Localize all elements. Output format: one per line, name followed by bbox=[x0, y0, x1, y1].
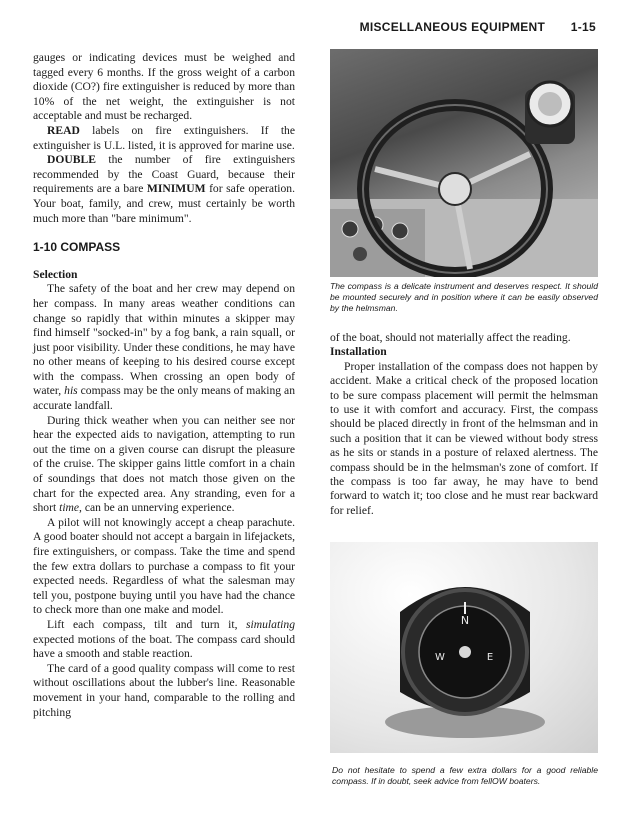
paragraph-read-labels-text: labels on fire extinguishers. If the extinguisher is U.L. listed, it is approved for marine use. bbox=[33, 123, 295, 152]
compass-card-icon bbox=[538, 92, 562, 116]
paragraph-double-end: for safe operation. Your boat, family, and crew, must certainly be worth much more than "bare minimum". bbox=[33, 182, 295, 225]
paragraph-double bbox=[33, 153, 295, 226]
gauge-icon bbox=[353, 247, 367, 261]
paragraph-lift-text: Lift each compass, tilt and turn it, bbox=[47, 617, 247, 631]
italic-simulating: simulating bbox=[246, 617, 295, 631]
helm-photo-drawing bbox=[330, 49, 598, 277]
paragraph-safety-end: compass may be the only means of making an accurate landfall. bbox=[33, 384, 295, 413]
paragraph-lift-end: expected motions of the boat. The compass card should have a smooth and stable reaction. bbox=[33, 632, 295, 661]
lead-word-read: READ bbox=[47, 123, 80, 137]
paragraph-safety-text: The safety of the boat and her crew may depend on her compass. In many areas weather conditions can change so rapidly that within minutes a skipper may find himself "socked-in" by a fog bank, a rain squall, or just poor visibility. Under these conditions, he may have no other means of keeping to his desired course except with the compass. When crossing an open body of water, bbox=[33, 282, 295, 398]
bold-minimum: MINIMUM bbox=[146, 182, 206, 196]
gauge-icon bbox=[342, 221, 358, 237]
paragraph-extinguisher-weight: gauges or indicating devices must be weighed and tagged every 6 months. If the gross weight of a carbon dioxide (CO?) fire extinguisher is reduced by more than 10% of the net weight, the extinguisher is not acceptable and must be recharged. bbox=[33, 51, 295, 123]
paragraph-read-labels bbox=[33, 124, 295, 153]
compass-west-mark: W bbox=[435, 652, 445, 664]
compass-pivot-icon bbox=[459, 646, 471, 658]
paragraph-pilot: A pilot will not knowingly accept a cheap parachute. A good boater should not accept a bargain in lifejackets, fire extinguishers, or compass. Take the time and spend the few extra dollars to purchase a compass to fit your expected needs. Regardless of what the salesman may tell you, postpone buying until you have had the chance to check more than one make and model. bbox=[33, 515, 295, 617]
photo-caption-1: The compass is a delicate instrument and deserves respect. It should be mounted securely and in position where it can be easily observed by the helmsman. bbox=[330, 281, 598, 313]
wheel-hub-icon bbox=[439, 173, 471, 205]
compass-east-mark: E bbox=[486, 652, 494, 664]
compass-photo bbox=[330, 542, 598, 753]
left-column bbox=[33, 51, 295, 720]
paragraph-thick-weather-text: During thick weather when you can neither see nor hear the expected aids to navigation, attempting to run out the time on a given course can disrupt the pleasure of the cruise. The skipper gains little comfort in a chain of soundings that does not match those given on the chart for the expected area. Any stranding, even for a short bbox=[33, 413, 295, 515]
paragraph-thick-weather bbox=[33, 414, 295, 516]
paragraph-card: The card of a good quality compass will come to rest without oscillations about the lubber's line. Reasonable movement in your hand, comparable to the rolling and pitching bbox=[33, 661, 295, 719]
italic-time: time, bbox=[59, 501, 82, 515]
paragraph-installation: Proper installation of the compass does not happen by accident. Make a critical check of the proposed location to be sure compass placement will permit the helmsman to use it with comfort and accuracy. First, the compass should be placed directly in front of the helmsman and in such a position that it can be viewed without body stress as he sits or stands in a posture of relaxed alertness. The compass should be in the helmsman's zone of comfort. If the compass is too far away, he may have to bend forward to watch it; too close and he must rear backward for relief. bbox=[330, 359, 598, 517]
photo-caption-2: Do not hesitate to spend a few extra dollars for a good reliable compass. If in doubt, seek advice from fellOW boaters. bbox=[332, 765, 598, 787]
italic-his: his bbox=[64, 384, 78, 398]
section-heading: 1-10 COMPASS bbox=[33, 240, 121, 255]
header-title: MISCELLANEOUS EQUIPMENT bbox=[359, 20, 546, 34]
boat-helm-compass-photo bbox=[330, 49, 598, 277]
gauge-icon bbox=[392, 223, 408, 239]
paragraph-lift-compass bbox=[33, 618, 295, 662]
compass-photo-drawing bbox=[330, 542, 598, 753]
paragraph-safety bbox=[33, 282, 295, 413]
running-header bbox=[360, 20, 596, 34]
right-text-block bbox=[330, 331, 598, 518]
paragraph-double-text: the number of fire extinguishers recommended by the Coast Guard, because their requirements are a bare bbox=[33, 153, 295, 196]
lead-word-double: DOUBLE bbox=[47, 153, 96, 167]
right-column bbox=[330, 49, 598, 787]
paragraph-thick-weather-end: can be an unnerving experience. bbox=[81, 501, 235, 515]
paragraph-reading: of the boat, should not materially affect the reading. bbox=[330, 331, 571, 344]
compass-north-mark: N bbox=[460, 614, 470, 628]
installation-heading: Installation bbox=[330, 345, 387, 359]
selection-heading: Selection bbox=[33, 267, 78, 281]
page-number: 1-15 bbox=[570, 20, 596, 34]
